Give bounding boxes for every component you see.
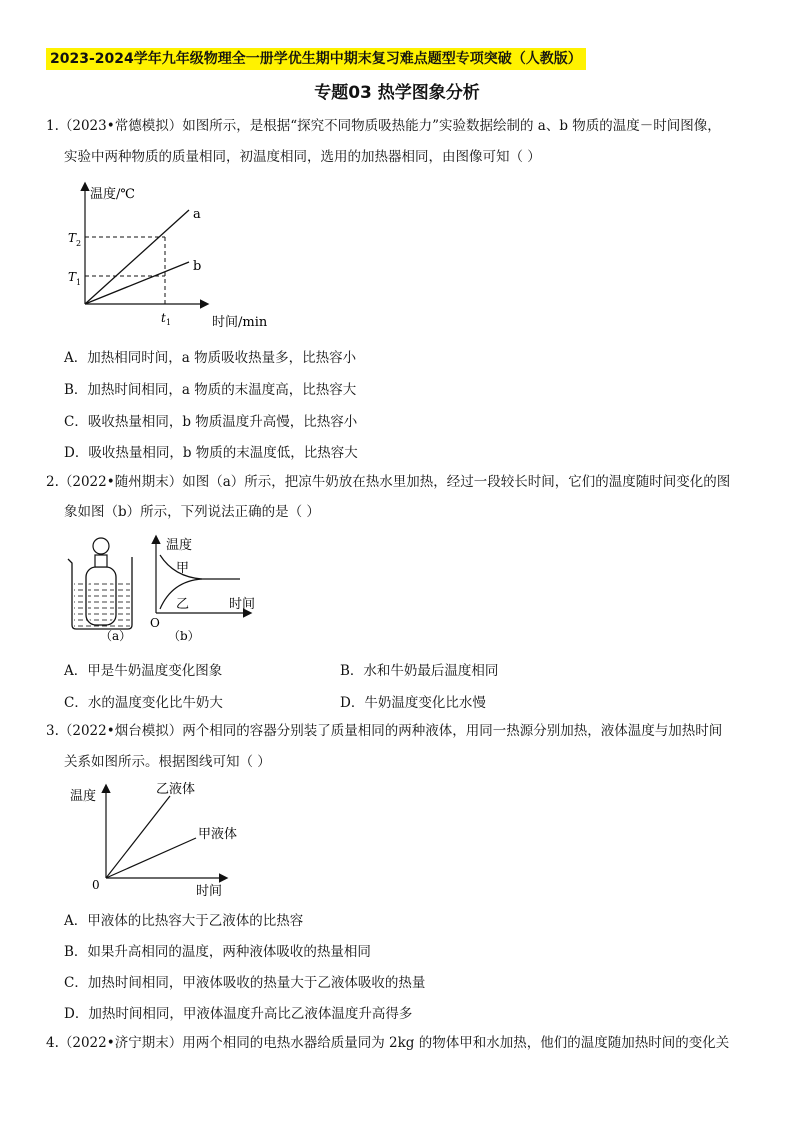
q1-line-a — [85, 210, 189, 304]
q1-temperature-time-graph — [62, 178, 282, 333]
q2-stem-line2: 象如图（b）所示，下列说法正确的是（ ） — [64, 504, 320, 520]
q3-stem-line2: 关系如图所示。根据图线可知（ ） — [64, 754, 271, 770]
q3-x-label: 时间 — [196, 884, 223, 899]
q2-origin: O — [150, 616, 160, 630]
q2-label-jia: 甲 — [176, 561, 190, 576]
q3-temperature-time-graph — [66, 778, 266, 900]
q2-stem-line1: 2.（2022•随州期末）如图（a）所示，把凉牛奶放在热水里加热，经过一段较长时间，它们的温度随时间变化的图 — [46, 474, 731, 490]
q2-option-c[interactable]: C．水的温度变化比牛奶大 — [64, 695, 223, 711]
q1-label-t1: T — [68, 270, 77, 284]
q3-label-jia: 甲液体 — [198, 827, 238, 842]
q1-label-t2-sub: 2 — [76, 239, 82, 248]
q3-origin: 0 — [92, 878, 100, 892]
q3-option-a[interactable]: A．甲液体的比热容大于乙液体的比热容 — [64, 913, 304, 929]
q2-option-b[interactable]: B．水和牛奶最后温度相同 — [340, 663, 499, 679]
q2-beaker-diagram — [68, 538, 132, 629]
q3-y-label: 温度 — [70, 789, 97, 804]
q2-x-label: 时间 — [229, 597, 256, 612]
q2-option-a[interactable]: A．甲是牛奶温度变化图象 — [64, 663, 223, 679]
q1-option-a[interactable]: A．加热相同时间，a 物质吸收热量多，比热容小 — [64, 350, 357, 366]
q2-label-yi: 乙 — [176, 597, 190, 612]
q1-label-t1-sub: 1 — [76, 278, 82, 287]
q3-option-c[interactable]: C．加热时间相同，甲液体吸收的热量大于乙液体吸收的热量 — [64, 975, 426, 991]
q1-x-label: 时间/min — [212, 315, 268, 330]
q1-line-b — [85, 262, 189, 304]
q2-caption-a: （a） — [100, 629, 132, 643]
q1-label-t1x-sub: 1 — [166, 318, 172, 327]
document-banner: 2023-2024学年九年级物理全一册学优生期中期末复习难点题型专项突破（人教版） — [46, 48, 586, 70]
q3-option-d[interactable]: D．加热时间相同，甲液体温度升高比乙液体温度升高得多 — [64, 1006, 413, 1022]
q1-y-label: 温度/℃ — [90, 187, 135, 202]
q1-label-b: b — [193, 259, 202, 274]
q1-option-b[interactable]: B．加热时间相同，a 物质的末温度高，比热容大 — [64, 382, 357, 398]
q4-stem-line1: 4.（2022•济宁期末）用两个相同的电热水器给质量同为 2kg 的物体甲和水加热，他们的温度随加热时间的变化关 — [46, 1035, 730, 1051]
q3-line-yi — [106, 796, 170, 878]
q3-stem-line1: 3.（2022•烟台模拟）两个相同的容器分别装了质量相同的两种液体，用同一热源分别加热，液体温度与加热时间 — [46, 723, 723, 739]
page-title: 专题03 热学图象分析 — [314, 83, 480, 103]
q3-option-b[interactable]: B．如果升高相同的温度，两种液体吸收的热量相同 — [64, 944, 371, 960]
q2-figure — [62, 533, 262, 645]
q1-option-d[interactable]: D．吸收热量相同，b 物质的末温度低，比热容大 — [64, 445, 358, 461]
q1-label-t2: T — [68, 231, 77, 245]
q2-caption-b: （b） — [168, 629, 200, 643]
q1-stem-line2: 实验中两种物质的质量相同，初温度相同，选用的加热器相同，由图像可知（ ） — [64, 149, 541, 165]
q2-option-d[interactable]: D．牛奶温度变化比水慢 — [340, 695, 486, 711]
q1-option-c[interactable]: C．吸收热量相同，b 物质温度升高慢，比热容小 — [64, 414, 358, 430]
q1-stem-line1: 1.（2023•常德模拟）如图所示，是根据“探究不同物质吸热能力”实验数据绘制的 a、b 物质的温度－时间图像， — [46, 118, 721, 134]
q1-label-a: a — [193, 207, 201, 222]
q3-line-jia — [106, 838, 196, 878]
q2-y-label: 温度 — [166, 538, 193, 553]
q3-label-yi: 乙液体 — [156, 782, 196, 797]
q1-label-t1x: t — [161, 311, 166, 325]
q2-curve-jia — [160, 555, 240, 579]
